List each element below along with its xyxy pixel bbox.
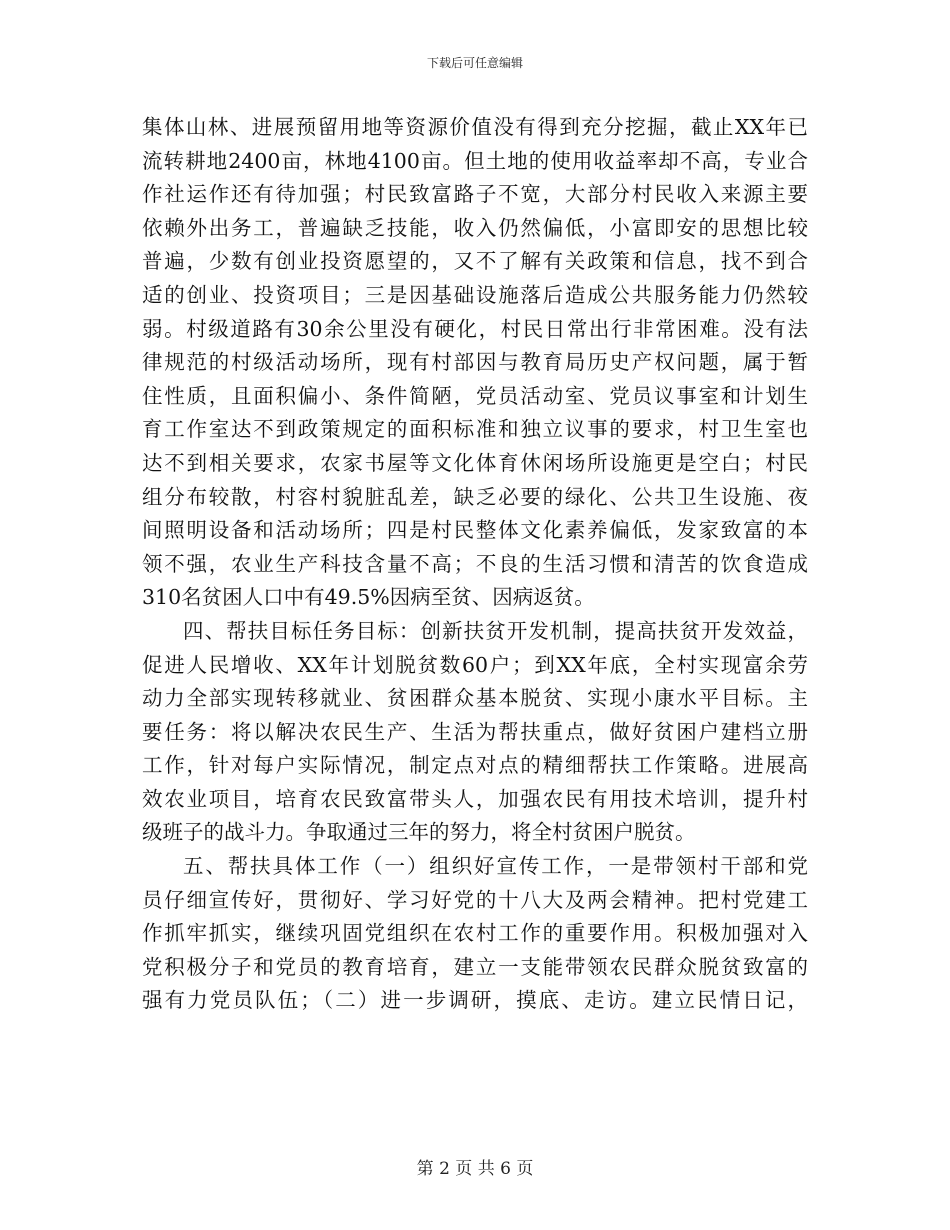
text-line: 员仔细宣传好，贯彻好、学习好党的十八大及两会精神。把村党建工 [142, 887, 808, 912]
page-footer: 第 2 页 共 6 页 [416, 1159, 534, 1179]
page-header: 下载后可任意编辑 [426, 56, 523, 70]
text-line: 强有力党员队伍；（二）进一步调研，摸底、走访。建立民情日记， [142, 988, 808, 1013]
text-line: 适的创业、投资项目；三是因基础设施落后造成公共服务能力仍然较 [142, 282, 808, 307]
text-line: 作抓牢抓实，继续巩固党组织在农村工作的重要作用。积极加强对入 [142, 921, 808, 946]
text-line: 四、帮扶目标任务目标：创新扶贫开发机制，提高扶贫开发效益， [183, 618, 808, 643]
text-line: 作社运作还有待加强；村民致富路子不宽，大部分村民收入来源主要 [142, 182, 808, 207]
text-line: 住性质，且面积偏小、条件简陋，党员活动室、党员议事室和计划生 [142, 383, 808, 408]
text-line: 组分布较散，村容村貌脏乱差，缺乏必要的绿化、公共卫生设施、夜 [142, 484, 808, 509]
text-line: 五、帮扶具体工作（一）组织好宣传工作，一是带领村干部和党 [183, 854, 808, 879]
text-line: 达不到相关要求，农家书屋等文化体育休闲场所设施更是空白；村民 [142, 450, 808, 475]
text-line: 310名贫困人口中有49.5%因病至贫、因病返贫。 [142, 585, 595, 610]
text-line: 育工作室达不到政策规定的面积标准和独立议事的要求，村卫生室也 [142, 417, 808, 442]
text-line: 依赖外出务工，普遍缺乏技能，收入仍然偏低，小富即安的思想比较 [142, 215, 808, 240]
paragraph [142, 615, 808, 850]
text-line: 弱。村级道路有30余公里没有硬化，村民日常出行非常困难。没有法 [142, 316, 808, 341]
text-line: 律规范的村级活动场所，现有村部因与教育局历史产权问题，属于暂 [142, 350, 808, 375]
text-line: 动力全部实现转移就业、贫困群众基本脱贫、实现小康水平目标。主 [142, 686, 808, 711]
paragraph [142, 111, 808, 615]
document-body [142, 111, 808, 1018]
text-line: 工作，针对每户实际情况，制定点对点的精细帮扶工作策略。进展高 [142, 753, 808, 778]
text-line: 效农业项目，培育农民致富带头人，加强农民有用技术培训，提升村 [142, 786, 808, 811]
text-line: 流转耕地2400亩，林地4100亩。但土地的使用收益率却不高，专业合 [142, 148, 808, 173]
text-line: 要任务：将以解决农民生产、生活为帮扶重点，做好贫困户建档立册 [142, 719, 808, 744]
text-line: 普遍，少数有创业投资愿望的，又不了解有关政策和信息，找不到合 [142, 249, 808, 274]
paragraph [142, 850, 808, 1018]
text-line: 促进人民增收、XX年计划脱贫数60户；到XX年底，全村实现富余劳 [142, 652, 808, 677]
text-line: 间照明设备和活动场所；四是村民整体文化素养偏低，发家致富的本 [142, 518, 808, 543]
text-line: 党积极分子和党员的教育培育，建立一支能带领农民群众脱贫致富的 [142, 954, 808, 979]
text-line: 领不强，农业生产科技含量不高；不良的生活习惯和清苦的饮食造成 [142, 551, 808, 576]
text-line: 级班子的战斗力。争取通过三年的努力，将全村贫困户脱贫。 [142, 820, 696, 845]
text-line: 集体山林、进展预留用地等资源价值没有得到充分挖掘，截止XX年已 [142, 115, 808, 139]
